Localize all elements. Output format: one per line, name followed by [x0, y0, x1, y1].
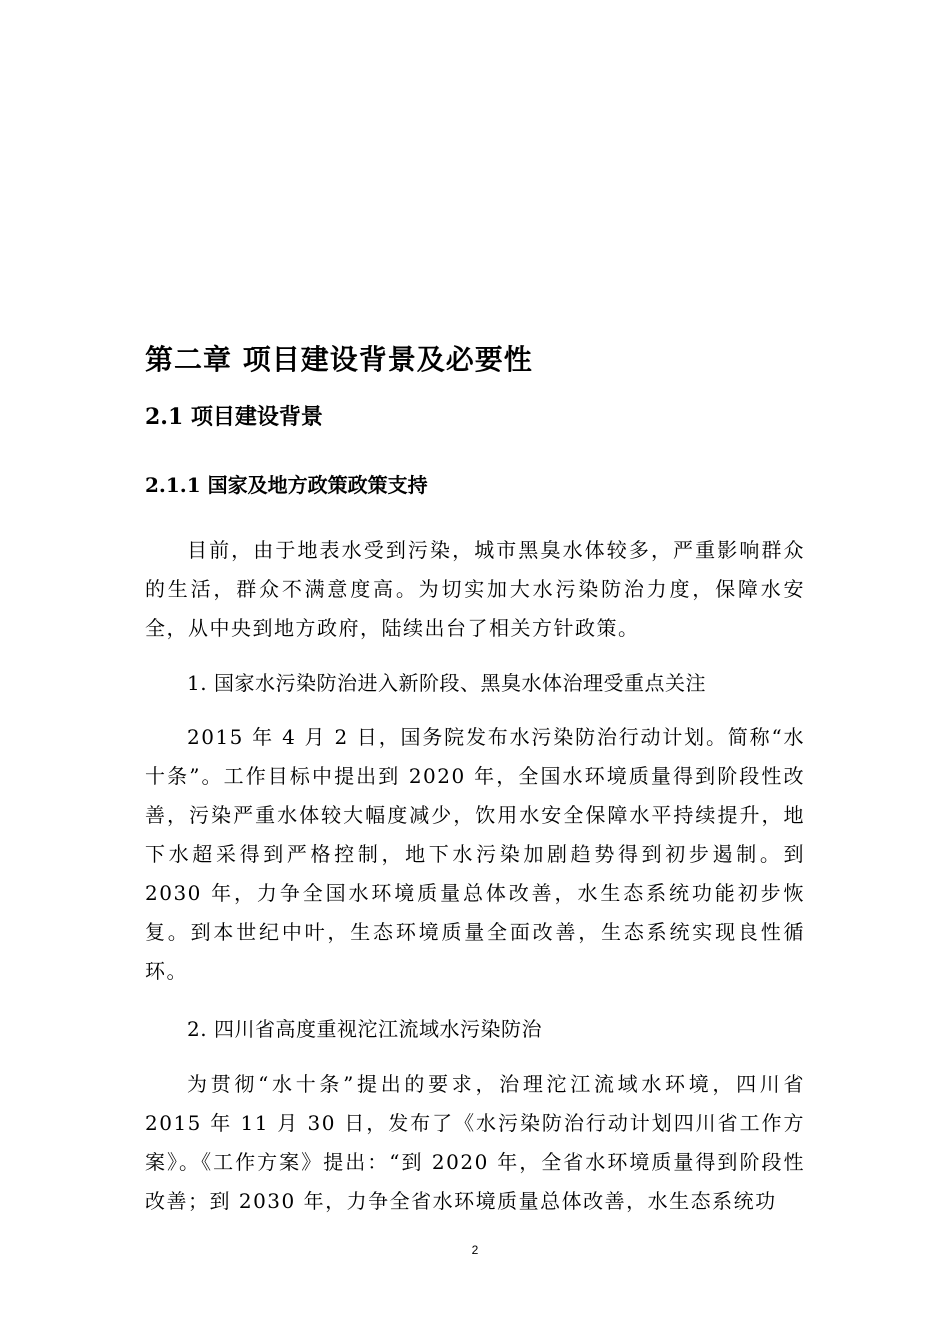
list-item-national-policy: 1. 国家水污染防治进入新阶段、黑臭水体治理受重点关注 [187, 671, 706, 695]
page-number: 2 [471, 1243, 479, 1257]
paragraph-national-plan: 2015 年 4 月 2 日，国务院发布水污染防治行动计划。简称“水十条”。工作目标中提出到 2020 年，全国水环境质量得到阶段性改善，污染严重水体较大幅度减少，饮用水安全保障水平持续提升，地下水超采得到严格控制，地下水污染加剧趋势得到初步遏制。到 2030 年，力争全国水环境质量总体改善，水生态系统功能初步恢复。到本世纪中叶，生态环境质量全面改善，生态系统实现良性循环。 [145, 725, 805, 983]
list-item-sichuan-policy: 2. 四川省高度重视沱江流域水污染防治 [187, 1017, 542, 1041]
paragraph-sichuan-plan: 为贯彻“水十条”提出的要求，治理沱江流域水环境，四川省 2015 年 11 月 30 日，发布了《水污染防治行动计划四川省工作方案》。《工作方案》提出：“到 2020 年，全省水环境质量得到阶段性改善；到 2030 年，力争全省水环境质量总体改善，水生态系统功 [145, 1072, 805, 1213]
paragraph-intro: 目前，由于地表水受到污染，城市黑臭水体较多，严重影响群众的生活，群众不满意度高。为切实加大水污染防治力度，保障水安全，从中央到地方政府，陆续出台了相关方针政策。 [145, 538, 805, 640]
chapter-title: 第二章 项目建设背景及必要性 [145, 343, 533, 376]
subsection-title: 2.1.1 国家及地方政策政策支持 [145, 473, 428, 497]
section-title: 2.1 项目建设背景 [145, 404, 323, 430]
